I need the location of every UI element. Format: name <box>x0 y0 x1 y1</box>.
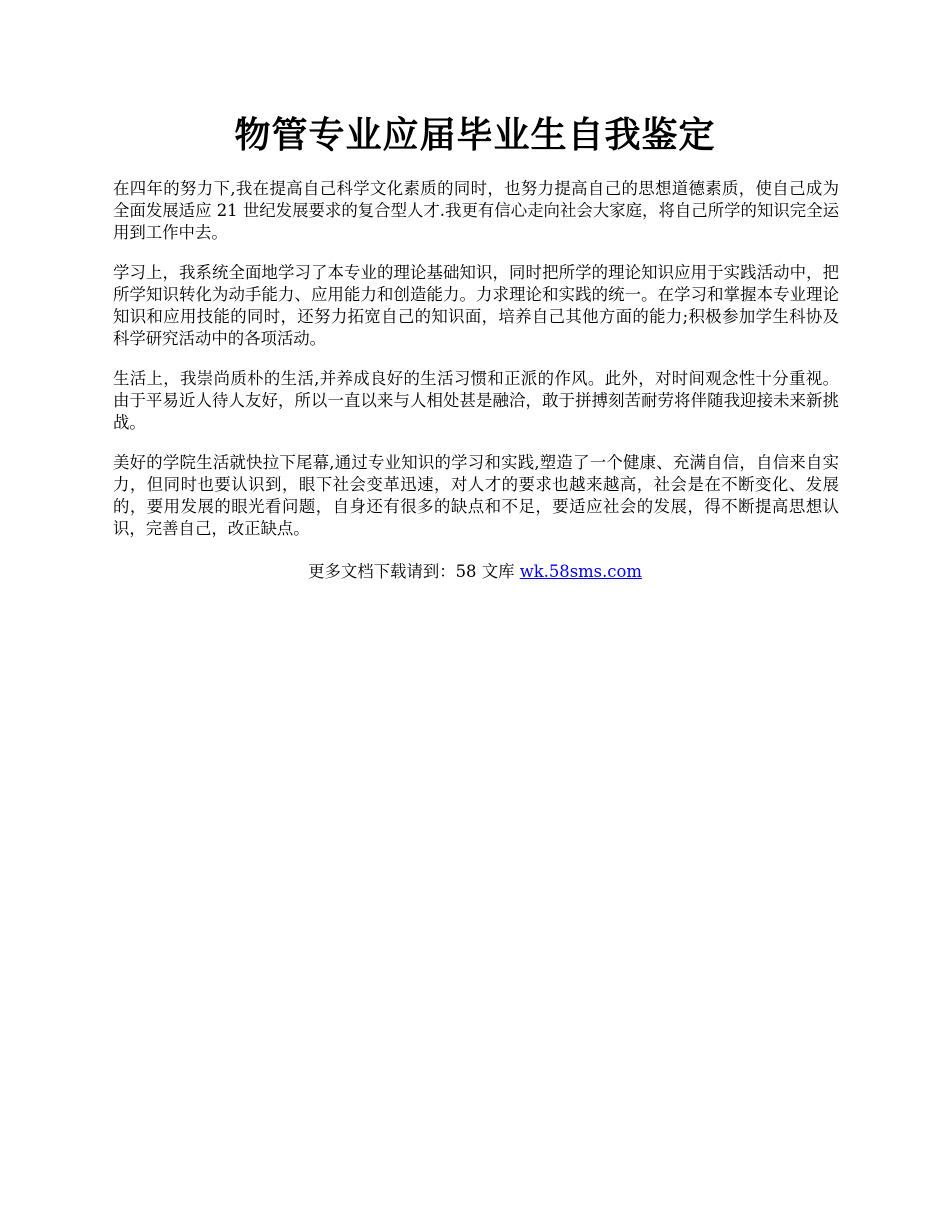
document-title: 物管专业应届毕业生自我鉴定 <box>234 115 716 156</box>
paragraph-1: 在四年的努力下,我在提高自己科学文化素质的同时，也努力提高自己的思想道德素质，使自己成为全面发展适应 21 世纪发展要求的复合型人才.我更有信心走向社会大家庭，将自己所学的知识完全运用到工作中去。 <box>113 179 839 242</box>
paragraph-3: 生活上，我崇尚质朴的生活,并养成良好的生活习惯和正派的作风。此外，对时间观念性十分重视。由于平易近人待人友好，所以一直以来与人相处甚是融洽，敢于拼搏刻苦耐劳将伴随我迎接未来新挑战。 <box>113 369 839 432</box>
download-footer <box>0 560 950 584</box>
footer-text: 更多文档下载请到：58 文库 <box>308 562 520 581</box>
document-body <box>113 178 839 558</box>
paragraph-2: 学习上，我系统全面地学习了本专业的理论基础知识，同时把所学的理论知识应用于实践活动中，把所学知识转化为动手能力、应用能力和创造能力。力求理论和实践的统一。在学习和掌握本专业理论知识和应用技能的同时，还努力拓宽自己的知识面，培养自己其他方面的能力;积极参加学生科协及科学研究活动中的各项活动。 <box>113 263 839 348</box>
paragraph-4: 美好的学院生活就快拉下尾幕,通过专业知识的学习和实践,塑造了一个健康、充满自信，自信来自实力，但同时也要认识到，眼下社会变革迅速，对人才的要求也越来越高，社会是在不断变化、发展的，要用发展的眼光看问题，自身还有很多的缺点和不足，要适应社会的发展，得不断提高思想认识，完善自己，改正缺点。 <box>113 453 839 538</box>
footer-link[interactable]: wk.58sms.com <box>519 562 642 581</box>
